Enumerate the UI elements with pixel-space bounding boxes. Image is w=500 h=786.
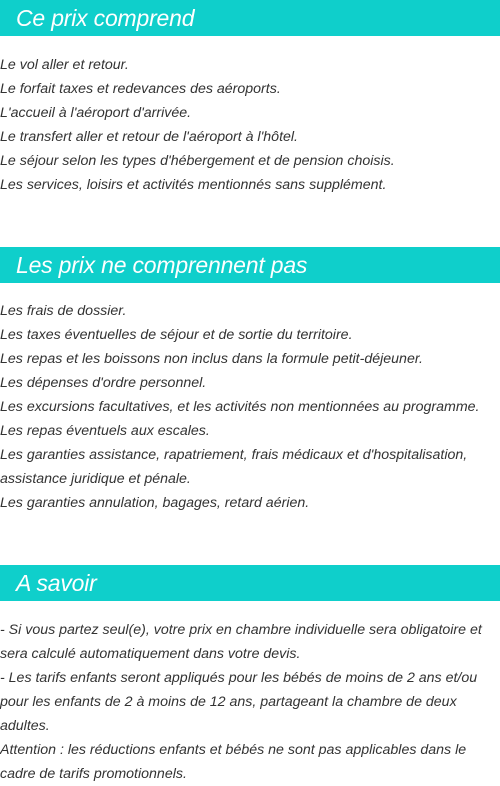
list-item: Les frais de dossier.	[0, 303, 127, 319]
section-title: Ce prix comprend	[16, 5, 195, 31]
info-paragraph: - Si vous partez seul(e), votre prix en chambre individuelle sera obligatoire et sera calculé automatiquement dans votre devis.	[0, 622, 482, 662]
section-body	[0, 299, 500, 515]
list-item: Le transfert aller et retour de l'aéroport à l'hôtel.	[0, 129, 298, 145]
list-item: Les garanties assistance, rapatriement, frais médicaux et d'hospitalisation, assistance juridique et pénale.	[0, 447, 468, 487]
info-paragraph: Attention : les réductions enfants et bébés ne sont pas applicables dans le cadre de tarifs promotionnels.	[0, 742, 467, 782]
section-header	[0, 0, 500, 36]
info-paragraph: - Les tarifs enfants seront appliqués pour les bébés de moins de 2 ans et/ou pour les enfants de 2 à moins de 12 ans, partageant la chambre de deux adultes.	[0, 670, 478, 734]
list-item: Les repas éventuels aux escales.	[0, 423, 210, 439]
list-item: Les services, loisirs et activités mentionnés sans supplément.	[0, 177, 387, 193]
section-header	[0, 565, 500, 601]
section-header	[0, 247, 500, 283]
section-price-excludes	[0, 247, 500, 515]
section-body	[0, 53, 500, 197]
list-item: L'accueil à l'aéroport d'arrivée.	[0, 105, 192, 121]
list-item: Les excursions facultatives, et les activités non mentionnées au programme.	[0, 399, 480, 415]
section-body	[0, 618, 500, 786]
section-good-to-know	[0, 565, 500, 786]
list-item: Les taxes éventuelles de séjour et de sortie du territoire.	[0, 327, 353, 343]
section-title: Les prix ne comprennent pas	[16, 252, 308, 278]
list-item: Les dépenses d'ordre personnel.	[0, 375, 207, 391]
list-item: Le forfait taxes et redevances des aéroports.	[0, 81, 281, 97]
section-price-includes	[0, 0, 500, 197]
list-item: Les garanties annulation, bagages, retard aérien.	[0, 495, 310, 511]
list-item: Les repas et les boissons non inclus dans la formule petit-déjeuner.	[0, 351, 423, 367]
list-item: Le séjour selon les types d'hébergement et de pension choisis.	[0, 153, 395, 169]
list-item: Le vol aller et retour.	[0, 57, 129, 73]
section-title: A savoir	[16, 570, 97, 596]
